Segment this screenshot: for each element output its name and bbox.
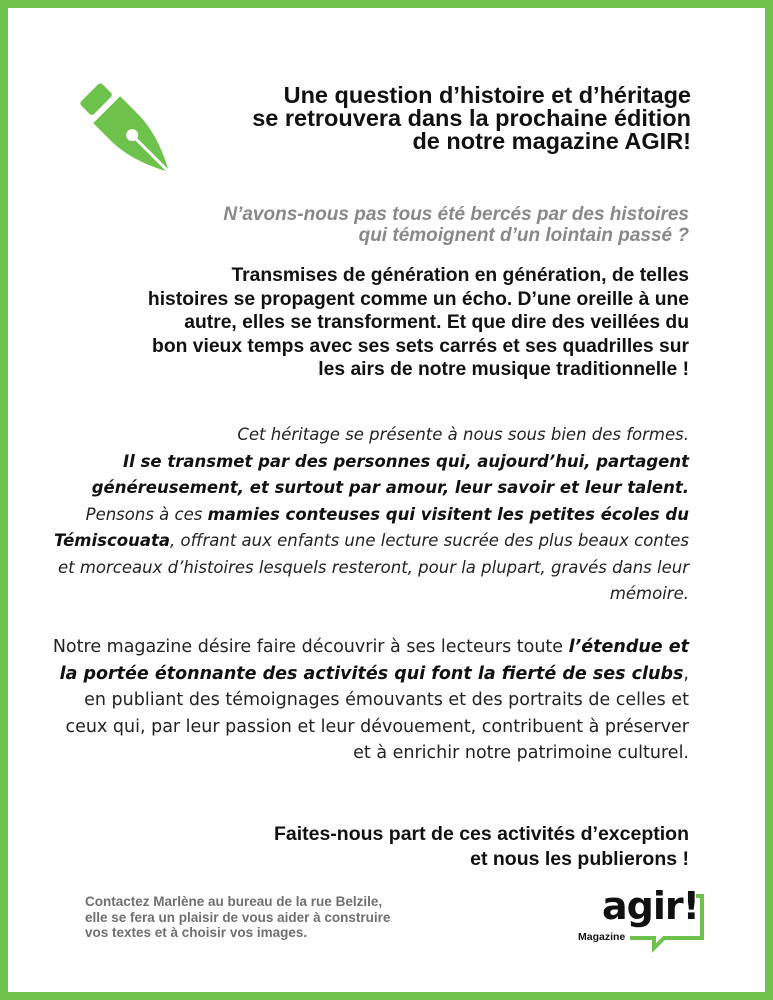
- heritage-bold-mamies: mamies conteuses qui visitent les petites écoles du Témiscouata: [53, 504, 689, 550]
- logo-wordmark: agir!: [602, 884, 699, 928]
- contact-line-3: vos textes et à choisir vos images.: [85, 925, 308, 940]
- agir-magazine-logo: [568, 886, 708, 954]
- contact-line-2: elle se fera un plaisir de vous aider à construire: [85, 909, 391, 925]
- magazine-text-a: Notre magazine désire faire découvrir à ses lecteurs toute: [52, 637, 569, 657]
- heritage-lead: Cet héritage se présente à nous sous bien des formes.: [237, 425, 689, 444]
- heritage-text-a: Pensons à ces: [85, 504, 208, 524]
- headline-line-3: de notre magazine AGIR!: [412, 128, 691, 154]
- magazine-text-b: , en publiant des témoignages émouvants et des portraits de celles et ceux qui, par leur passion et leur dévouement, contribuent à préserver et à enrichir notre patrimoine culturel.: [65, 663, 689, 763]
- intro-line-2: histoires se propagent comme un écho. D’une oreille à une: [147, 288, 689, 310]
- subtitle-question: [69, 204, 689, 246]
- intro-line-1: Transmises de génération en génération, de telles: [231, 265, 689, 286]
- headline-line-1: Une question d’histoire et d’héritage: [283, 82, 691, 108]
- heritage-text-b: , offrant aux enfants une lecture sucrée des plus beaux contes et morceaux d’histoires lesquels resteront, pour la plupart, gravés dans leur mémoire.: [57, 531, 689, 603]
- intro-paragraph: [49, 264, 689, 382]
- subtitle-line-2: qui témoignent d’un lointain passé ?: [358, 225, 689, 246]
- intro-line-4: bon vieux temps avec ses sets carrés et ses quadrilles sur: [152, 335, 689, 357]
- closing-call-to-action: [129, 822, 689, 872]
- headline: [131, 84, 691, 153]
- closing-line-1: Faites-nous part de ces activités d’exception: [273, 823, 689, 845]
- heritage-paragraph: [49, 422, 689, 608]
- contact-note: [85, 894, 505, 941]
- intro-line-5: les airs de notre musique traditionnelle !: [318, 359, 689, 380]
- magazine-bold-italic: l’étendue et la portée étonnante des activités qui font la fierté de ses clubs: [59, 637, 689, 684]
- contact-line-1: Contactez Marlène au bureau de la rue Belzile,: [85, 894, 383, 909]
- intro-line-3: autre, elles se transforment. Et que dire des veillées du: [184, 312, 689, 333]
- heritage-bold-statement: Il se transmet par des personnes qui, aujourd’hui, partagent généreusement, et surtout par amour, leur savoir et leur talent.: [91, 451, 689, 497]
- logo-subtitle: Magazine: [578, 931, 626, 943]
- closing-line-2: et nous les publierons !: [470, 848, 689, 870]
- headline-line-2: se retrouvera dans la prochaine édition: [252, 105, 691, 131]
- subtitle-line-1: N’avons-nous pas tous été bercés par des histoires: [223, 204, 689, 225]
- magazine-paragraph: [49, 634, 689, 767]
